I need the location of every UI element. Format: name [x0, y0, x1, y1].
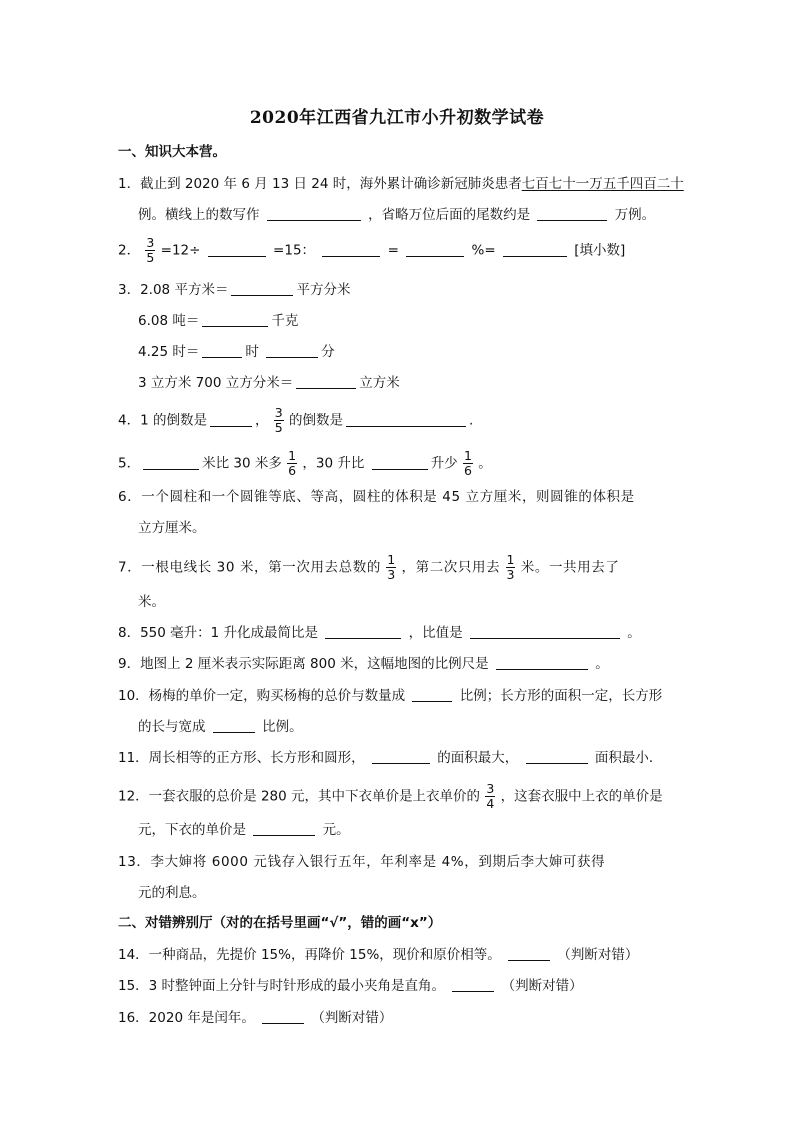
answer-blank[interactable] [470, 624, 620, 639]
fraction: $\frac{1}{3}$ [506, 552, 515, 582]
question-15: 15．3 时整钟面上分针与时针形成的最小夹角是直角。 （判断对错） [118, 978, 583, 994]
question-1-line-1: 1．截止到 2020 年 6 月 13 日 24 时，海外累计确诊新冠肺炎患者七百七十一万五千四百二十 [118, 176, 684, 192]
question-2: 2． $\frac{3}{5}$ =12÷ =15： = %= [填小数] [118, 235, 626, 265]
answer-blank[interactable] [325, 624, 401, 639]
answer-blank[interactable] [143, 455, 199, 470]
answer-blank[interactable] [231, 281, 293, 296]
answer-blank[interactable] [346, 412, 466, 427]
question-7-line-1: 7．一根电线长 30 米，第一次用去总数的 $\frac{1}{3}$ ，第二次只用去 $\frac{1}{3}$ 米。一共用去了 [118, 552, 620, 582]
fraction: $\frac{3}{5}$ [274, 405, 283, 435]
question-13-line-2: 元的利息。 [138, 885, 206, 901]
question-5: 5． 米比 30 米多 $\frac{1}{6}$ ，30 升比 升少 $\frac{1}{6}$ 。 [118, 448, 492, 478]
question-3-line-4: 3 立方米 700 立方分米＝ 立方米 [138, 375, 400, 391]
answer-blank[interactable] [296, 374, 356, 389]
fraction: $\frac{3}{5}$ [146, 235, 155, 265]
question-3-line-1: 3．2.08 平方米＝ 平方分米 [118, 282, 351, 298]
question-7-line-2: 米。 [138, 594, 165, 610]
question-10-line-1: 10．杨梅的单价一定，购买杨梅的总价与数量成 比例；长方形的面积一定，长方形 [118, 688, 663, 704]
answer-blank[interactable] [452, 977, 494, 992]
page-title: 2020年江西省九江市小升初数学试卷 [249, 108, 545, 128]
fraction: $\frac{1}{6}$ [288, 448, 297, 478]
answer-blank[interactable] [412, 687, 452, 702]
underlined-number-words: 七百七十一万五千四百二十 [521, 176, 684, 192]
answer-blank[interactable] [253, 821, 315, 836]
question-6-line-1: 6．一个圆柱和一个圆锥等底、等高，圆柱的体积是 45 立方厘米，则圆锥的体积是 [118, 489, 635, 505]
question-6-line-2: 立方厘米。 [138, 520, 206, 536]
answer-blank[interactable] [266, 343, 318, 358]
answer-blank[interactable] [372, 455, 428, 470]
fraction: $\frac{3}{4}$ [486, 781, 495, 811]
answer-blank[interactable] [503, 242, 567, 257]
answer-blank[interactable] [202, 343, 242, 358]
answer-blank[interactable] [406, 242, 464, 257]
section-2-heading: 二、对错辨别厅（对的在括号里画“√”，错的画“x”） [118, 915, 442, 931]
question-13-line-1: 13．李大婶将 6000 元钱存入银行五年，年利率是 4%，到期后李大婶可获得 [118, 854, 606, 870]
question-4: 4．1 的倒数是 ， $\frac{3}{5}$ 的倒数是 . [118, 405, 474, 435]
answer-blank[interactable] [210, 412, 252, 427]
answer-blank[interactable] [496, 655, 588, 670]
question-12-line-2: 元，下衣的单价是 元。 [138, 822, 350, 838]
answer-blank[interactable] [372, 749, 430, 764]
answer-blank[interactable] [537, 206, 607, 221]
question-10-line-2: 的长与宽成 比例。 [138, 719, 303, 735]
answer-blank[interactable] [508, 946, 550, 961]
question-11: 11．周长相等的正方形、长方形和圆形， 的面积最大， 面积最小． [118, 750, 663, 766]
answer-blank[interactable] [322, 242, 380, 257]
answer-blank[interactable] [202, 312, 268, 327]
question-8: 8．550 毫升：1 升化成最简比是 ，比值是 。 [118, 625, 641, 641]
question-1-line-2: 例。横线上的数写作 ，省略万位后面的尾数约是 万例。 [138, 207, 656, 223]
answer-blank[interactable] [213, 718, 255, 733]
answer-blank[interactable] [267, 206, 361, 221]
question-3-line-2: 6.08 吨＝ 千克 [138, 313, 299, 329]
answer-blank[interactable] [262, 1009, 304, 1024]
section-1-heading: 一、知识大本营。 [118, 144, 226, 160]
question-3-line-3: 4.25 时＝ 时 分 [138, 344, 335, 360]
fraction: $\frac{1}{3}$ [387, 552, 396, 582]
question-14: 14．一种商品，先提价 15%，再降价 15%，现价和原价相等。 （判断对错） [118, 947, 639, 963]
fraction: $\frac{1}{6}$ [463, 448, 472, 478]
answer-blank[interactable] [208, 242, 266, 257]
answer-blank[interactable] [526, 749, 588, 764]
question-12-line-1: 12．一套衣服的总价是 280 元，其中下衣单价是上衣单价的 $\frac{3}{4}$ ，这套衣服中上衣的单价是 [118, 781, 663, 811]
question-9: 9．地图上 2 厘米表示实际距离 800 米，这幅地图的比例尺是 。 [118, 656, 609, 672]
question-16: 16．2020 年是闰年。 （判断对错） [118, 1010, 393, 1026]
